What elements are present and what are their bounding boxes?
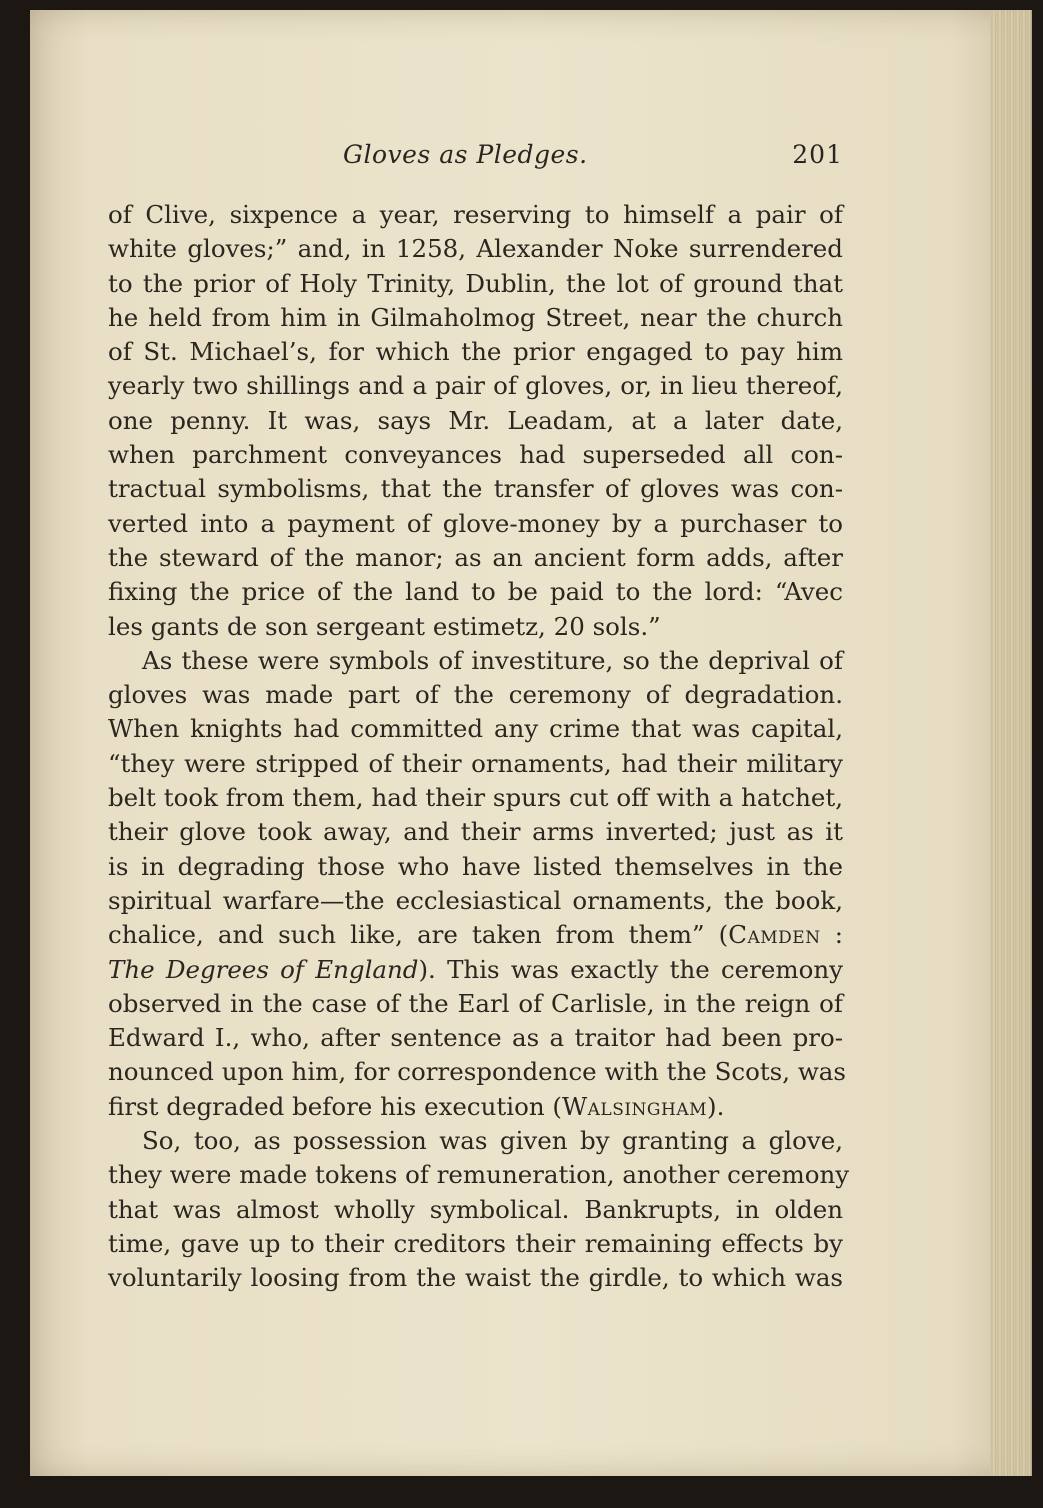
- text-line: of St. Michael’s, for which the prior engaged to pay him: [108, 337, 843, 367]
- text-line: As these were symbols of investiture, so the deprival of: [142, 645, 843, 675]
- text-line: nounced upon him, for correspondence with the Scots, was: [108, 1057, 846, 1087]
- text-line: belt took from them, had their spurs cut off with a hatchet,: [108, 783, 843, 813]
- text-line: “they were stripped of their ornaments, had their military: [108, 748, 843, 778]
- text-line: gloves was made part of the ceremony of degradation.: [108, 680, 843, 710]
- text-line: tractual symbolisms, that the transfer of gloves was con-: [108, 474, 843, 504]
- running-title: Gloves as Pledges.: [343, 140, 588, 169]
- text-segment: first degraded before his execution (: [108, 1091, 562, 1121]
- text-line: white gloves;” and, in 1258, Alexander Noke surrendered: [108, 234, 843, 264]
- text-segment: :: [834, 920, 843, 950]
- text-line: when parchment conveyances had superseded all con-: [108, 440, 843, 470]
- text-line: to the prior of Holy Trinity, Dublin, the lot of ground that: [108, 268, 843, 298]
- text-line: observed in the case of the Earl of Carlisle, in the reign of: [108, 988, 843, 1018]
- author-citation: Camden: [728, 920, 821, 950]
- page-number: 201: [792, 140, 843, 169]
- text-line: les gants de son sergeant estimetz, 20 sols.”: [108, 611, 661, 641]
- text-line: the steward of the manor; as an ancient form adds, after: [108, 542, 843, 572]
- author-citation: Walsingham: [561, 1091, 708, 1121]
- text-line: time, gave up to their creditors their remaining effects by: [108, 1228, 843, 1258]
- text-line: Edward I., who, after sentence as a traitor had been pro-: [108, 1023, 843, 1053]
- text-line: So, too, as possession was given by granting a glove,: [142, 1126, 843, 1156]
- work-title: The Degrees of England: [108, 954, 419, 984]
- text-line: of Clive, sixpence a year, reserving to himself a pair of: [108, 200, 843, 229]
- text-line: verted into a payment of glove-money by a purchaser to: [108, 508, 843, 538]
- page-header: [108, 140, 843, 180]
- text-line: spiritual warfare—the ecclesiastical ornaments, the book,: [108, 885, 843, 915]
- body-text: [108, 198, 850, 1296]
- text-segment: chalice, and such like, are taken from them” (: [108, 920, 729, 950]
- text-line: [108, 918, 843, 952]
- text-line: yearly two shillings and a pair of gloves, or, in lieu thereof,: [108, 371, 843, 401]
- text-segment: ).: [707, 1091, 725, 1121]
- text-line: one penny. It was, says Mr. Leadam, at a later date,: [108, 405, 843, 435]
- text-line: [108, 953, 843, 987]
- text-line: he held from him in Gilmaholmog Street, near the church: [108, 302, 843, 332]
- text-line: When knights had committed any crime that was capital,: [108, 714, 843, 744]
- text-line: voluntarily loosing from the waist the girdle, to which was: [108, 1263, 843, 1293]
- text-line: fixing the price of the land to be paid to the lord: “Avec: [108, 577, 843, 607]
- text-line: that was almost wholly symbolical. Bankrupts, in olden: [108, 1194, 843, 1224]
- text-line: is in degrading those who have listed themselves in the: [108, 851, 843, 881]
- text-segment: ). This was exactly the ceremony: [418, 954, 843, 984]
- page-edge-stack: [990, 10, 1032, 1476]
- text-line: [108, 1090, 843, 1124]
- text-line: their glove took away, and their arms inverted; just as it: [108, 817, 843, 847]
- text-line: they were made tokens of remuneration, another ceremony: [108, 1160, 850, 1190]
